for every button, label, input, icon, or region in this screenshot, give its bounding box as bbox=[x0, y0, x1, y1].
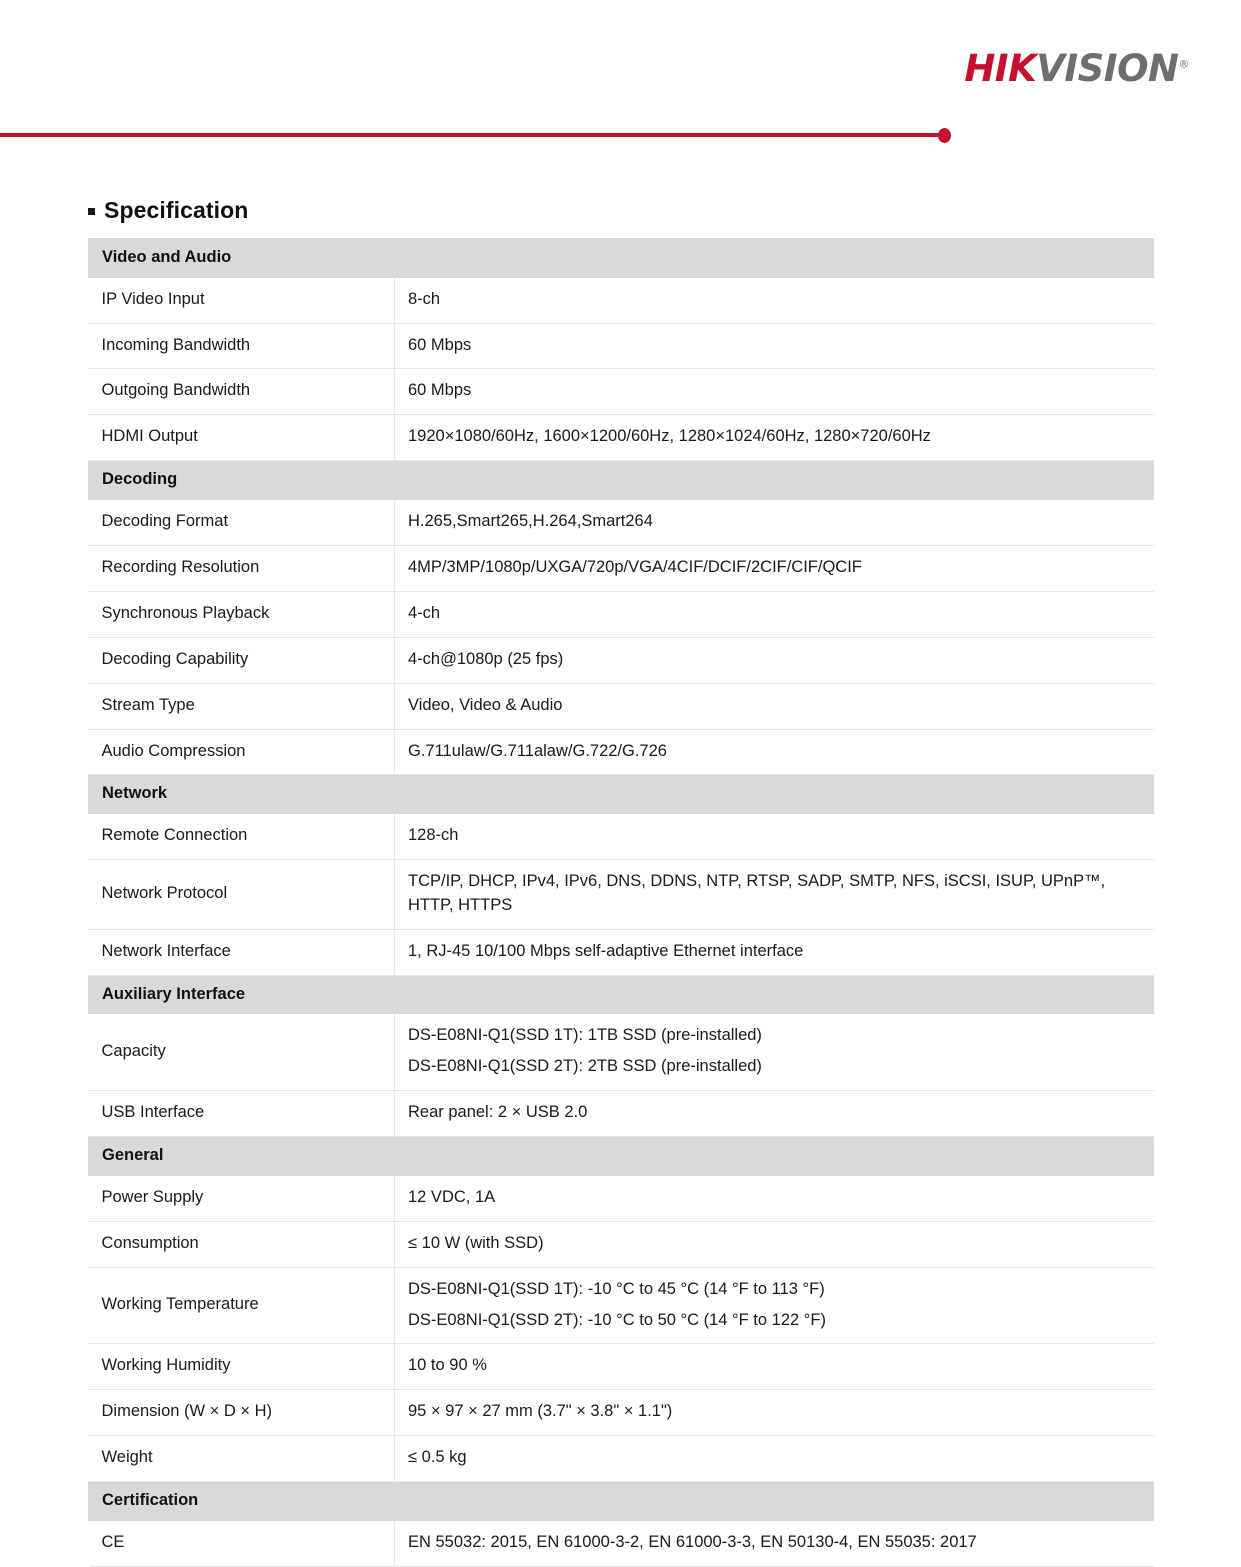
spec-value-line: 95 × 97 × 27 mm (3.7" × 3.8" × 1.1") bbox=[408, 1402, 673, 1421]
spec-value-line: 60 Mbps bbox=[408, 381, 472, 400]
spec-label-cell: Working Temperature bbox=[89, 1267, 395, 1344]
spec-section-header-label: Certification bbox=[89, 1482, 1154, 1521]
spec-label-cell: Remote Connection bbox=[89, 814, 395, 860]
spec-value-line: G.711ulaw/G.711alaw/G.722/G.726 bbox=[408, 741, 667, 760]
spec-section-header-label: Auxiliary Interface bbox=[89, 975, 1154, 1014]
spec-value-cell bbox=[395, 277, 1154, 323]
hikvision-logo bbox=[964, 47, 1189, 90]
spec-section-header-row bbox=[89, 461, 1154, 500]
spec-value-line: 128-ch bbox=[408, 826, 459, 845]
table-row bbox=[89, 323, 1154, 369]
spec-label-cell: Network Protocol bbox=[89, 860, 395, 930]
spec-section-header-label: General bbox=[89, 1137, 1154, 1176]
table-row bbox=[89, 1520, 1154, 1566]
spec-label-cell: Outgoing Bandwidth bbox=[89, 369, 395, 415]
spec-value-line: 8-ch bbox=[408, 289, 441, 308]
spec-label-cell: Recording Resolution bbox=[89, 545, 395, 591]
table-row bbox=[89, 1390, 1154, 1436]
spec-value-cell bbox=[395, 929, 1154, 975]
spec-value-cell bbox=[395, 1436, 1154, 1482]
specification-table bbox=[88, 238, 1154, 1567]
table-row bbox=[89, 545, 1154, 591]
spec-value-cell bbox=[395, 499, 1154, 545]
spec-section-header-row bbox=[89, 975, 1154, 1014]
table-row bbox=[89, 369, 1154, 415]
spec-value-cell bbox=[395, 1520, 1154, 1566]
spec-section-header-row bbox=[89, 1137, 1154, 1176]
spec-value-cell bbox=[395, 860, 1154, 930]
spec-value-line: ≤ 10 W (with SSD) bbox=[408, 1233, 544, 1252]
main-content bbox=[0, 142, 1241, 1567]
spec-value-cell bbox=[395, 323, 1154, 369]
spec-label-cell: Stream Type bbox=[89, 683, 395, 729]
spec-label-cell: Consumption bbox=[89, 1221, 395, 1267]
spec-value-cell bbox=[395, 415, 1154, 461]
specification-table-body bbox=[89, 239, 1154, 1567]
header-rule-dot-icon bbox=[938, 128, 951, 143]
spec-value-cell bbox=[395, 637, 1154, 683]
table-row bbox=[89, 591, 1154, 637]
spec-value-cell bbox=[395, 729, 1154, 775]
spec-value-cell bbox=[395, 1344, 1154, 1390]
table-row bbox=[89, 1436, 1154, 1482]
table-row bbox=[89, 1221, 1154, 1267]
spec-label-cell: Dimension (W × D × H) bbox=[89, 1390, 395, 1436]
spec-section-header-label: Decoding bbox=[89, 461, 1154, 500]
spec-value-cell bbox=[395, 1267, 1154, 1344]
spec-value-cell bbox=[395, 1091, 1154, 1137]
spec-value-line: 12 VDC, 1A bbox=[408, 1187, 496, 1206]
spec-label-cell: Synchronous Playback bbox=[89, 591, 395, 637]
spec-value-line: EN 55032: 2015, EN 61000-3-2, EN 61000-3-3, EN 50130-4, EN 55035: 2017 bbox=[408, 1532, 977, 1551]
table-row bbox=[89, 637, 1154, 683]
table-row bbox=[89, 814, 1154, 860]
logo-vision-text: VISION bbox=[1036, 47, 1179, 90]
spec-value-line: 4-ch@1080p (25 fps) bbox=[408, 649, 564, 668]
table-row bbox=[89, 277, 1154, 323]
spec-value-cell bbox=[395, 1175, 1154, 1221]
spec-label-cell: Working Humidity bbox=[89, 1344, 395, 1390]
spec-value-line: Rear panel: 2 × USB 2.0 bbox=[408, 1103, 588, 1122]
spec-value-cell bbox=[395, 683, 1154, 729]
spec-value-line: 4MP/3MP/1080p/UXGA/720p/VGA/4CIF/DCIF/2CIF/CIF/QCIF bbox=[408, 557, 862, 576]
table-row bbox=[89, 415, 1154, 461]
table-row bbox=[89, 729, 1154, 775]
spec-section-header-row bbox=[89, 775, 1154, 814]
spec-value-line: 1, RJ-45 10/100 Mbps self-adaptive Ethernet interface bbox=[408, 941, 804, 960]
spec-section-header-label: Video and Audio bbox=[89, 239, 1154, 278]
spec-label-cell: Capacity bbox=[89, 1014, 395, 1091]
table-row bbox=[89, 1344, 1154, 1390]
spec-value-cell bbox=[395, 1014, 1154, 1091]
spec-section-header-row bbox=[89, 239, 1154, 278]
table-row bbox=[89, 929, 1154, 975]
spec-label-cell: Power Supply bbox=[89, 1175, 395, 1221]
spec-value-cell bbox=[395, 369, 1154, 415]
registered-trademark-icon: ® bbox=[1178, 57, 1189, 71]
table-row bbox=[89, 499, 1154, 545]
table-row bbox=[89, 1267, 1154, 1344]
page-title bbox=[88, 197, 1153, 224]
page-title-label: Specification bbox=[104, 197, 249, 223]
spec-label-cell: HDMI Output bbox=[89, 415, 395, 461]
spec-value-cell bbox=[395, 1390, 1154, 1436]
spec-value-line: 10 to 90 % bbox=[408, 1356, 487, 1375]
spec-value-line: DS-E08NI-Q1(SSD 1T): -10 °C to 45 °C (14 °F to 113 °F) bbox=[408, 1279, 825, 1298]
spec-value-line: DS-E08NI-Q1(SSD 2T): -10 °C to 50 °C (14 °F to 122 °F) bbox=[408, 1310, 826, 1329]
logo-hik-text: HIK bbox=[964, 47, 1037, 90]
spec-value-line: ≤ 0.5 kg bbox=[408, 1448, 467, 1467]
spec-section-header-row bbox=[89, 1482, 1154, 1521]
spec-label-cell: CE bbox=[89, 1520, 395, 1566]
table-row bbox=[89, 1175, 1154, 1221]
spec-value-line: DS-E08NI-Q1(SSD 2T): 2TB SSD (pre-installed) bbox=[408, 1057, 762, 1076]
spec-value-line: 4-ch bbox=[408, 603, 441, 622]
spec-section-header-label: Network bbox=[89, 775, 1154, 814]
table-row bbox=[89, 1091, 1154, 1137]
spec-label-cell: Decoding Capability bbox=[89, 637, 395, 683]
spec-value-line: DS-E08NI-Q1(SSD 1T): 1TB SSD (pre-installed) bbox=[408, 1026, 762, 1045]
spec-label-cell: Incoming Bandwidth bbox=[89, 323, 395, 369]
spec-value-cell bbox=[395, 545, 1154, 591]
spec-value-line: TCP/IP, DHCP, IPv4, IPv6, DNS, DDNS, NTP, RTSP, SADP, SMTP, NFS, iSCSI, ISUP, UPnP™, HTTP, HTTPS bbox=[408, 872, 1106, 914]
spec-value-line: Video, Video & Audio bbox=[408, 695, 563, 714]
spec-value-cell bbox=[395, 591, 1154, 637]
table-row bbox=[89, 1014, 1154, 1091]
spec-value-line: 1920×1080/60Hz, 1600×1200/60Hz, 1280×1024/60Hz, 1280×720/60Hz bbox=[408, 427, 931, 446]
spec-label-cell: Audio Compression bbox=[89, 729, 395, 775]
spec-value-cell bbox=[395, 1221, 1154, 1267]
table-row bbox=[89, 683, 1154, 729]
header-rule-line bbox=[0, 133, 945, 137]
spec-label-cell: USB Interface bbox=[89, 1091, 395, 1137]
spec-label-cell: Network Interface bbox=[89, 929, 395, 975]
spec-value-line: 60 Mbps bbox=[408, 335, 472, 354]
page-header bbox=[0, 0, 1241, 118]
square-bullet-icon bbox=[88, 208, 95, 215]
spec-label-cell: Weight bbox=[89, 1436, 395, 1482]
table-row bbox=[89, 860, 1154, 930]
spec-label-cell: IP Video Input bbox=[89, 277, 395, 323]
spec-label-cell: Decoding Format bbox=[89, 499, 395, 545]
spec-value-cell bbox=[395, 814, 1154, 860]
spec-value-line: H.265,Smart265,H.264,Smart264 bbox=[408, 511, 653, 530]
header-divider bbox=[0, 118, 1241, 142]
